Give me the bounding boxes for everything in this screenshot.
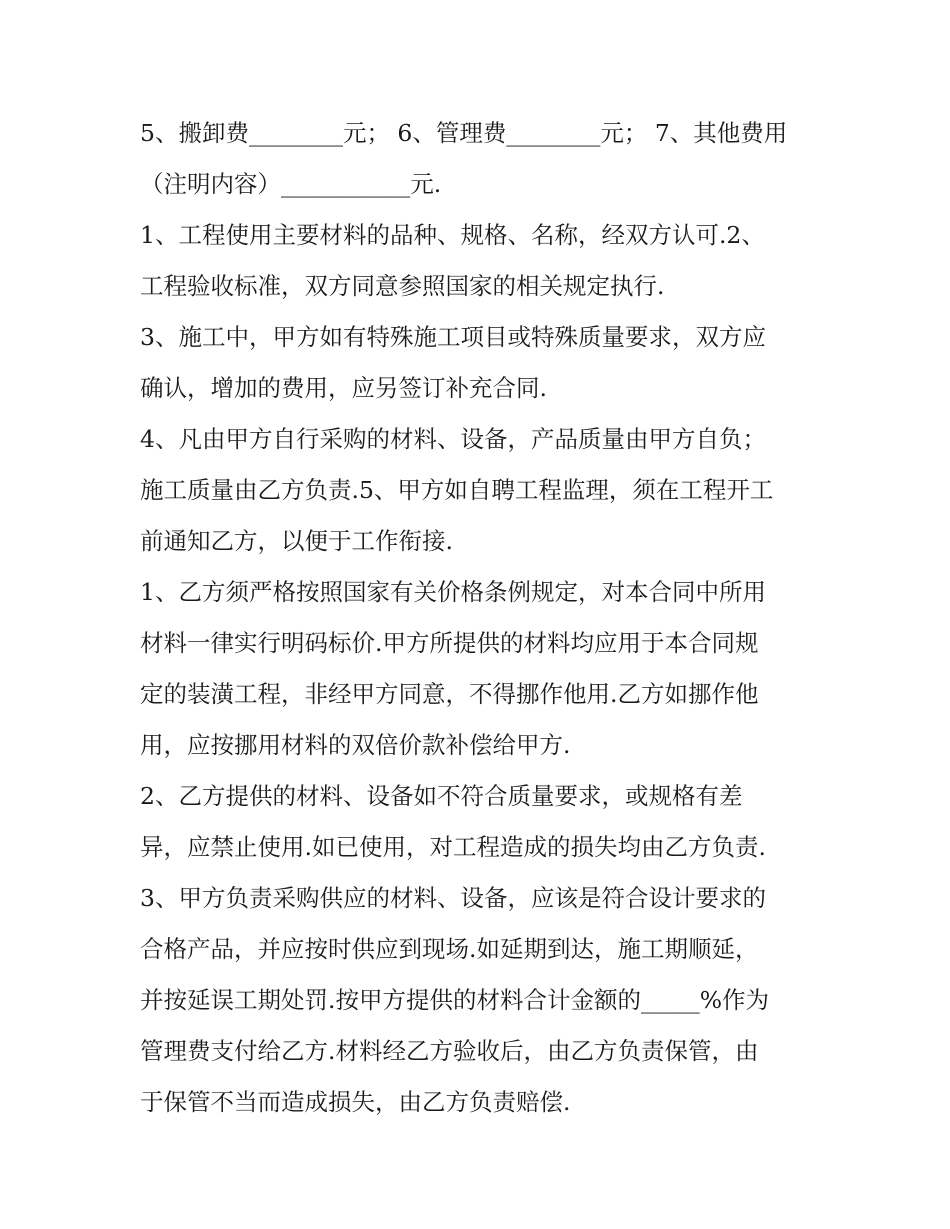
text-line: 并按延误工期处罚.按甲方提供的材料合计金额的_____%作为 xyxy=(140,986,770,1014)
text-line: 1、乙方须严格按照国家有关价格条例规定，对本合同中所用 xyxy=(140,578,766,606)
text-line: 工程验收标准，双方同意参照国家的相关规定执行. xyxy=(140,272,665,300)
text-line: 定的装潢工程，非经甲方同意，不得挪作他用.乙方如挪作他 xyxy=(140,680,759,708)
text-line: 5、搬卸费________元； 6、管理费________元； 7、其他费用 xyxy=(140,119,788,147)
text-line: 施工质量由乙方负责.5、甲方如自聘工程监理，须在工程开工 xyxy=(140,476,774,504)
text-line: 3、甲方负责采购供应的材料、设备，应该是符合设计要求的 xyxy=(140,884,766,912)
text-line: 确认，增加的费用，应另签订补充合同. xyxy=(140,374,547,402)
contract-text xyxy=(140,108,820,1128)
text-line: 材料一律实行明码标价.甲方所提供的材料均应用于本合同规 xyxy=(140,629,759,657)
text-line: 1、工程使用主要材料的品种、规格、名称，经双方认可.2、 xyxy=(140,221,765,249)
text-line: 管理费支付给乙方.材料经乙方验收后，由乙方负责保管，由 xyxy=(140,1037,759,1065)
text-line: 3、施工中，甲方如有特殊施工项目或特殊质量要求，双方应 xyxy=(140,323,766,351)
text-line: 前通知乙方，以便于工作衔接. xyxy=(140,527,453,555)
text-line: 异，应禁止使用.如已使用，对工程造成的损失均由乙方负责. xyxy=(140,833,766,861)
text-line: （注明内容）___________元. xyxy=(140,170,442,198)
text-line: 2、乙方提供的材料、设备如不符合质量要求，或规格有差 xyxy=(140,782,743,810)
text-line: 于保管不当而造成损失，由乙方负责赔偿. xyxy=(140,1088,571,1116)
text-line: 4、凡由甲方自行采购的材料、设备，产品质量由甲方自负； xyxy=(140,425,766,453)
text-line: 合格产品，并应按时供应到现场.如延期到达，施工期顺延， xyxy=(140,935,759,963)
text-line: 用，应按挪用材料的双倍价款补偿给甲方. xyxy=(140,731,571,759)
